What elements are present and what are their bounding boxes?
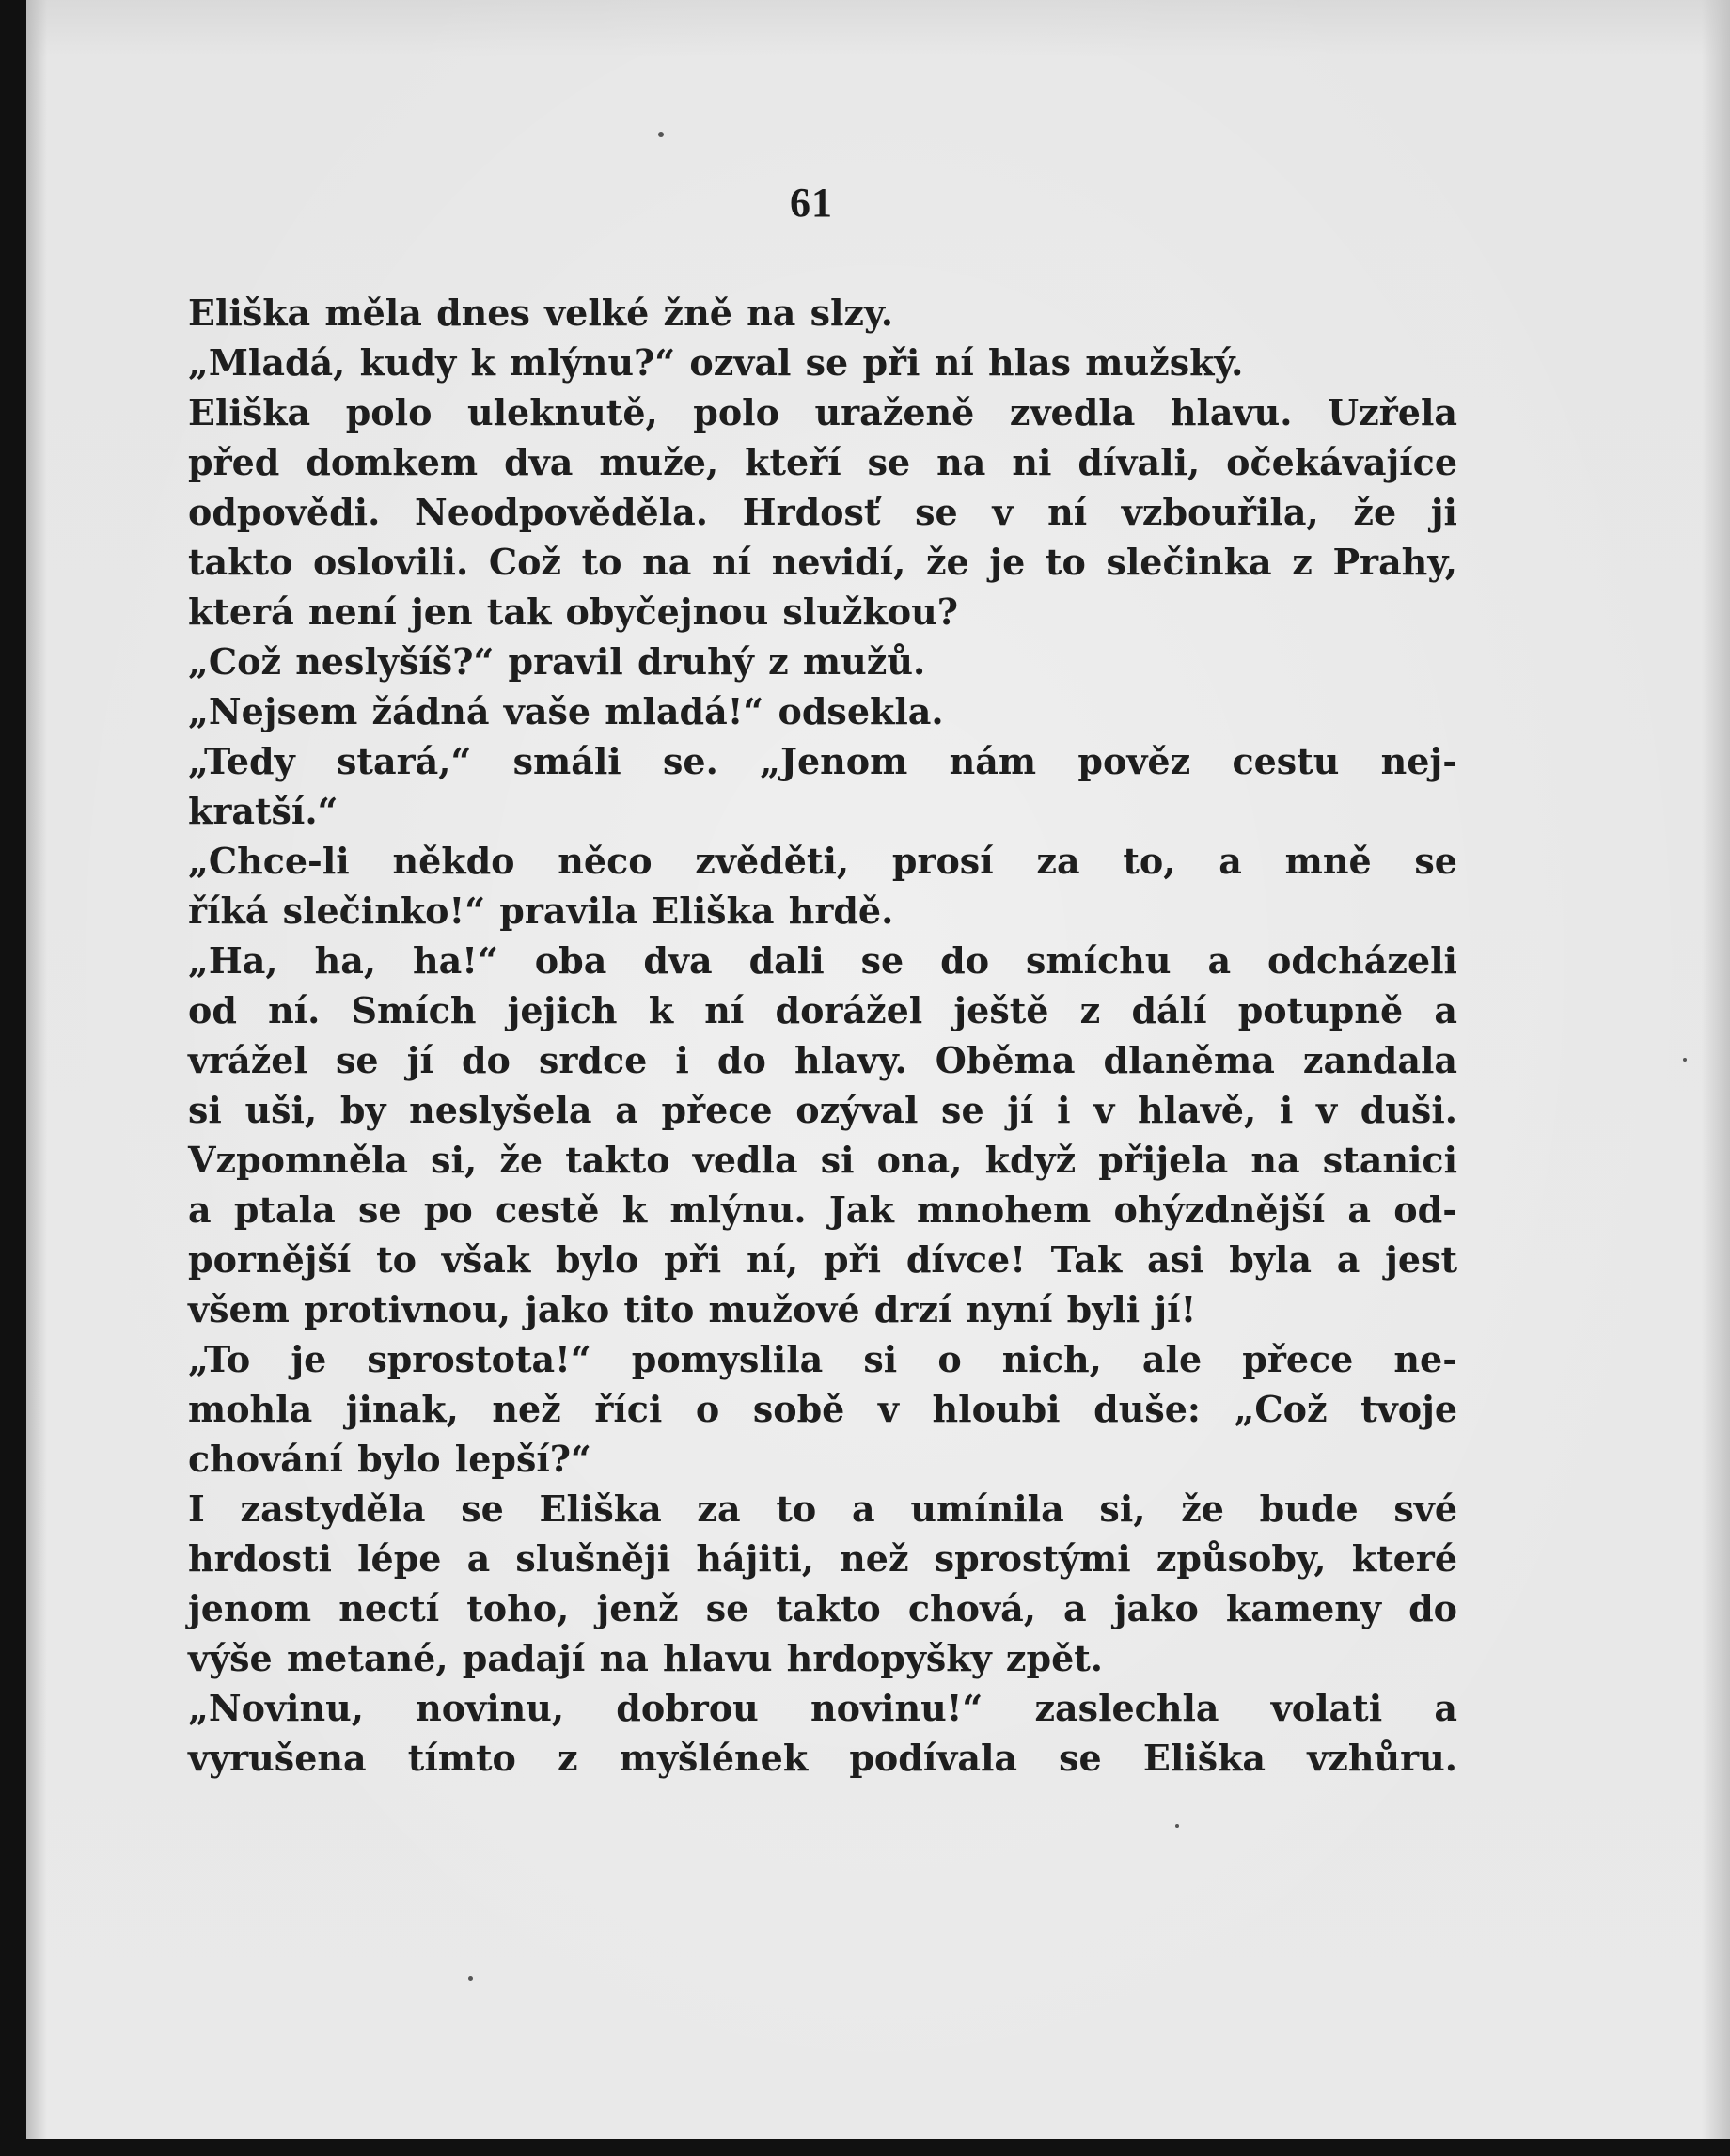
text-line: „Ha, ha, ha!“ oba dva dali se do smíchu a odcházeli — [188, 939, 1457, 982]
text-line: „Tedy stará,“ smáli se. „Jenom nám pověz cestu nej- — [188, 740, 1457, 782]
text-line: mohla jinak, než říci o sobě v hloubi duše: „Což tvoje — [188, 1388, 1457, 1430]
text-line: chování bylo lepší?“ — [188, 1438, 591, 1480]
text-line: „Novinu, novinu, dobrou novinu!“ zaslechla volati a — [188, 1687, 1457, 1729]
text-line: kratší.“ — [188, 790, 338, 832]
text-line: Eliška měla dnes velké žně na slzy. — [188, 291, 893, 334]
text-line: Eliška polo uleknutě, polo uraženě zvedla hlavu. Uzřela — [188, 391, 1457, 433]
text-line: jenom nectí toho, jenž se takto chová, a jako kameny do — [188, 1587, 1457, 1629]
paper-speck — [1175, 1824, 1179, 1828]
text-line: před domkem dva muže, kteří se na ni dívali, očekávajíce — [188, 441, 1457, 483]
book-page — [26, 0, 1730, 2139]
body-text — [188, 288, 1457, 1783]
text-line: a ptala se po cestě k mlýnu. Jak mnohem ohýzdnější a od- — [188, 1188, 1457, 1231]
paper-speck — [658, 132, 664, 137]
text-line: I zastyděla se Eliška za to a umínila si, že bude své — [188, 1487, 1457, 1530]
text-line: říká slečinko!“ pravila Eliška hrdě. — [188, 889, 894, 932]
text-line: „Mladá, kudy k mlýnu?“ ozval se při ní hlas mužský. — [188, 341, 1244, 384]
text-line: si uši, by neslyšela a přece ozýval se jí i v hlavě, i v duši. — [188, 1089, 1457, 1131]
text-line: pornější to však bylo při ní, při dívce! Tak asi byla a jest — [188, 1238, 1457, 1281]
page-edge-shadow-right — [1702, 0, 1730, 2139]
text-line: vyrušena tímto z myšlének podívala se Eliška vzhůru. — [188, 1737, 1457, 1779]
text-line: výše metané, padají na hlavu hrdopyšky zpět. — [188, 1637, 1104, 1679]
paper-speck — [1683, 1058, 1687, 1062]
text-line: hrdosti lépe a slušněji hájiti, než sprostými způsoby, které — [188, 1537, 1457, 1580]
page-edge-shadow-left — [26, 0, 47, 2139]
text-line: „Chce-li někdo něco zvěděti, prosí za to, a mně se — [188, 840, 1457, 882]
paper-speck — [468, 1976, 473, 1981]
page-number: 61 — [790, 180, 833, 226]
text-line: Vzpomněla si, že takto vedla si ona, když přijela na stanici — [188, 1139, 1457, 1181]
text-line: všem protivnou, jako tito mužové drzí nyní byli jí! — [188, 1288, 1197, 1330]
text-line: vrážel se jí do srdce i do hlavy. Oběma dlaněma zandala — [188, 1039, 1457, 1081]
text-line: „To je sprostota!“ pomyslila si o nich, ale přece ne- — [188, 1338, 1457, 1380]
text-line: od ní. Smích jejich k ní dorážel ještě z dálí potupně a — [188, 989, 1457, 1031]
text-line: která není jen tak obyčejnou služkou? — [188, 590, 959, 633]
text-line: takto oslovili. Což to na ní nevidí, že je to slečinka z Prahy, — [188, 541, 1457, 583]
text-line: „Což neslyšíš?“ pravil druhý z mužů. — [188, 640, 926, 683]
text-line: odpovědi. Neodpověděla. Hrdosť se v ní vzbouřila, že ji — [188, 491, 1457, 533]
text-line: „Nejsem žádná vaše mladá!“ odsekla. — [188, 690, 944, 732]
